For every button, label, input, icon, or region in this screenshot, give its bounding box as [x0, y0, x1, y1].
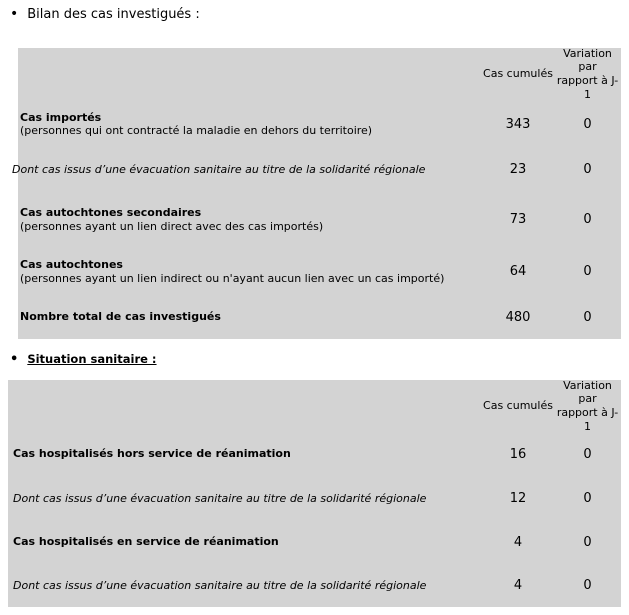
table-row-hospitalises-hors-reanimation — [8, 432, 621, 476]
table1-header-variation-line2: rapport à J-1 — [556, 74, 619, 101]
table-row-evacuation-sanitaire — [8, 476, 621, 520]
row-label — [18, 310, 482, 323]
row-variation-value: 0 — [583, 162, 592, 177]
row-variation-value: 0 — [583, 212, 592, 227]
table1-header-variation-line1: Variation par — [563, 46, 612, 74]
table-row-total — [18, 295, 621, 339]
table2-header-cumul: Cas cumulés — [483, 399, 553, 413]
table1-header-cumul: Cas cumulés — [483, 67, 553, 81]
section1-title: Bilan des cas investigués : — [27, 7, 200, 22]
row-label — [18, 111, 482, 137]
row-label — [18, 206, 482, 232]
row-cumul-value: 16 — [509, 446, 527, 462]
table2-header-variation-line1: Variation par — [563, 378, 612, 406]
row-cumul-value: 23 — [509, 162, 527, 177]
row-cumul-value: 73 — [509, 212, 527, 227]
row-label: Dont cas issus d’une évacuation sanitaire au titre de la solidarité régionale — [12, 163, 426, 176]
row-variation-value: 0 — [583, 116, 592, 132]
table2-header-variation — [554, 379, 621, 434]
row-title: Cas autochtones secondaires — [20, 206, 202, 220]
row-cumul-value: 4 — [513, 578, 523, 593]
row-title: Cas importés — [20, 110, 102, 124]
row-label — [8, 447, 482, 460]
row-title: Cas autochtones — [20, 258, 123, 272]
row-label: Dont cas issus d’une évacuation sanitaire au titre de la solidarité régionale — [13, 579, 427, 592]
row-label: Dont cas issus d’une évacuation sanitaire au titre de la solidarité régionale — [13, 491, 427, 505]
section2-heading — [10, 352, 157, 367]
table1-header-row — [18, 48, 621, 100]
table-row-autochtones — [18, 248, 621, 295]
table2-header-row — [8, 380, 621, 432]
row-label — [18, 258, 482, 284]
bullet-icon: • — [10, 352, 19, 367]
row-variation-value: 0 — [583, 578, 592, 593]
row-subtitle: (personnes ayant un lien indirect ou n'ayant aucun lien avec un cas importé) — [20, 271, 445, 285]
table-row-evacuation-sanitaire — [8, 148, 621, 191]
bullet-icon: • — [10, 6, 19, 22]
section1-heading — [10, 6, 200, 22]
section2-title: Situation sanitaire : — [27, 352, 157, 366]
cases-investigated-table — [12, 46, 621, 339]
table-row-autochtones-secondaires — [18, 191, 621, 248]
row-variation-value: 0 — [583, 309, 592, 325]
table-row-evacuation-sanitaire — [8, 564, 621, 607]
table2-header-variation-line2: rapport à J-1 — [556, 406, 619, 433]
row-variation-value: 0 — [583, 490, 592, 506]
table-row-hospitalises-reanimation — [8, 520, 621, 564]
table-row-cas-importes — [18, 100, 621, 148]
row-variation-value: 0 — [583, 264, 592, 279]
row-title: Cas hospitalisés en service de réanimation — [13, 535, 279, 549]
row-cumul-value: 4 — [513, 534, 523, 550]
row-variation-value: 0 — [583, 446, 592, 462]
row-variation-value: 0 — [583, 534, 592, 550]
row-title: Cas hospitalisés hors service de réanimation — [13, 447, 291, 461]
row-cumul-value: 12 — [509, 490, 527, 506]
row-cumul-value: 480 — [505, 309, 531, 325]
row-subtitle: (personnes qui ont contracté la maladie en dehors du territoire) — [20, 124, 373, 137]
table1-header-variation — [554, 47, 621, 102]
row-cumul-value: 343 — [505, 116, 531, 132]
row-cumul-value: 64 — [509, 264, 527, 279]
row-subtitle: (personnes ayant un lien direct avec des cas importés) — [20, 219, 324, 233]
health-situation-table — [8, 380, 621, 607]
row-title: Nombre total de cas investigués — [20, 310, 221, 324]
row-label — [8, 535, 482, 548]
